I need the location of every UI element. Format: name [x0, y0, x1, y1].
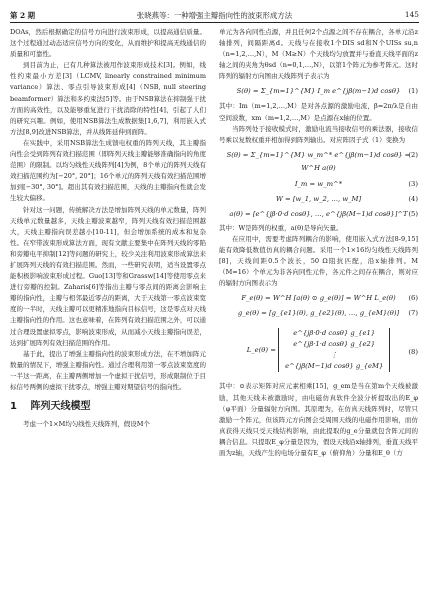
matrix-row: e^{jβ·0·d cosθ} g_{e1} — [293, 329, 376, 338]
equation-5 — [219, 208, 418, 220]
equation-number: (5) — [408, 209, 418, 218]
equation-formula: g_e(θ) = [g_{e1}(θ), g_{e2}(θ), …, g_{eM}(θ)] — [237, 309, 400, 318]
equation-formula: W = [w_1, w_2, …, w_M] — [275, 194, 362, 203]
column-matrix — [278, 328, 390, 372]
paragraph: 其中：⊙表示矩阵对应元素相乘[15]，g_em是当在第m个天线被激励，其他天线未被激励时，由电磁仿真软件全波分析提取出的E_φ（φ平面）分量辐射方向图。其原理为，在仿真天线阵列时，尽管只激励一个阵元，但该阵元方向图会受周围天线的电磁作用影响，而仿真获得天线只受天线结构影响，由此提取的g_e分量就包含阵元间的耦合信息。只提取E_φ分量是因为，假设天线沿x轴排列，垂直天线平面为z轴，天线产生的电场分量有E_φ（俯仰角）分量和E_θ（方 — [219, 382, 418, 457]
equation-number: (4) — [408, 194, 418, 203]
section-title: 阵列天线模型 — [30, 401, 91, 413]
left-column — [10, 27, 206, 613]
page-number: 145 — [404, 10, 419, 19]
equation-formula: I_m = w_m^* — [294, 179, 343, 188]
equation-formula: F_e(θ) = W^H [a(θ) ⊙ g_e(θ)] = W^H L_e(θ) — [241, 294, 396, 303]
equation-number: (6) — [408, 294, 418, 303]
equation-formula: S(θ) = Σ_{m=1}^{M} w_m^* e^{jβ(m−1)d cosθ} = W^H a(θ) — [226, 150, 411, 172]
paragraph: 针对这一问题，传统解决方法是增加阵列天线的单元数量，阵列天线单元数量越多，天线主瓣波束越窄，阵列天线有效扫描范围越大，天线主瓣指向误差越小[10-11]，但会增加系统的成本和复杂性。在窄带波束形成算法方面，现有文献主要集中在阵列天线的零陷和旁瓣电平抑制[12]等问题的研究上，较少关注利用波束形成算法来扩展阵列天线的有效扫描范围。然而，一些研究表明，适当设置零点能积极影响波束形成过程。Guo[13]等和Grassw[14]等使用零点来进行旁瓣的控制。Zaharis[6]等指出主瓣与零点间的距离会影响主瓣的指向性，主瓣与相邻最近零点的距离，大于天线第一零点波束宽度的一半时，天线主瓣可以更精准地指向目标信号，这是零点对天线主瓣指向性的作用。这也意味着，在阵列有效扫描范围之外，可以通过合理设置虚拟零点，影响波束形成，从而减小天线主瓣指向误差，达到扩展阵列有效扫描范围的作用。 — [10, 205, 206, 347]
paragraph: 在实践中，采用NSB算法生成馈电权重的阵列天线，其主瓣指向性会受到阵列有效扫描范围（即阵列天线主瓣能够准确指向的角度范围）的限制。以均匀线性天线阵列[4]为例，8个单元的阵列天线有效扫描范围约为[−20°, 20°]；16个单元的阵列天线有效扫描范围增加到[−30°, 30°]。超出其有效扫描范围，天线的主瓣指向性就会发生较大偏移。 — [10, 138, 206, 203]
running-title: 张晓燕等：一种增强主瓣指向性的波束形成方法 — [136, 11, 293, 20]
equation-1 — [219, 85, 418, 98]
equation-8 — [219, 322, 418, 378]
matrix-row: e^{jβ(M−1)d cosθ} g_{eM} — [285, 362, 384, 371]
paragraph: DOAs，然后根据确定的信号方向进行波束形成，以提高通信质量。这个过程通过动态适应信号方向的变化，从而维护和提高无线通信的质量和可靠性。 — [10, 28, 206, 59]
equation-number: (3) — [408, 179, 418, 188]
equation-number: (7) — [408, 309, 418, 318]
matrix-row: e^{jβ·1·d cosθ} g_{e2} — [293, 340, 376, 349]
equation-number: (2) — [408, 150, 418, 159]
paragraph: 考虑一个1×M均匀线性天线阵列，假设M个 — [23, 420, 150, 429]
right-column — [219, 27, 418, 613]
matrix-row: ⋮ — [330, 351, 338, 360]
equation-number: (1) — [408, 87, 418, 96]
equation-4 — [219, 193, 418, 205]
equation-formula: S(θ) = Σ_{m=1}^{M} I_m e^{jβ(m−1)d cosθ} — [236, 87, 401, 96]
equation-formula: a(θ) = [e^{jβ·0·d cosθ}, …, e^{jβ(M−1)d cosθ}]^T — [229, 209, 408, 218]
paragraph: 其中：W是阵列的权重，a(θ)是导向矢量。 — [219, 223, 343, 232]
equation-2 — [219, 149, 418, 175]
equation-3 — [219, 178, 418, 190]
paragraph: 单元为各向同性点源，并且任何2个点源之间不存在耦合，各单元沿z轴排列，间隔距离d。天线与在接收1个DIS sd和N个UISs su,n（n=1,2,…,N），M（M≥N）个天线均匀放置并与垂直天线平面的z轴之间的夹角为θsd（n=0,1,…,N），以第1个阵元为参考阵元。这时阵列的辐射方向图由天线阵列子表示为 — [219, 28, 418, 81]
section-heading — [10, 398, 206, 415]
paragraph: 在应用中，需要考虑阵列耦合的影响，使用嵌入式方法[8-9,15]能有效降低数值仿真的耦合问题。采用一个1×16均匀线性天线阵列[8]，天线间距0.5个波长，50 Ω阻抗匹配，沿x轴排列。M（M=16）个单元为非各向同性元件，各元件之间存在耦合，则对应的辐射方向图表示为 — [219, 234, 418, 288]
issue-label: 第 2 期 — [10, 11, 36, 20]
equation-number: (8) — [408, 348, 418, 357]
equation-7 — [219, 307, 418, 319]
equation-lhs: L_e(θ) = — [246, 346, 276, 355]
paragraph: 其中：Im（m=1,2,…,M）是对各点源的激励电流，β=2π/λ是自由空间波数，xm（m=1,2,…,M）是点源在x轴的位置。 — [219, 102, 418, 122]
paragraph: 基于此，提出了增强主瓣指向性的波束形成方法，在不增加阵元数量的情况下，增强主瓣指向性。通过合理利用第一零点波束宽度的一半这一距离，在主瓣两侧增加一个虚拟干扰信号，形成限制位于目标信号两侧的虚拟干扰零点，增强主瓣对期望信号的指向性。 — [10, 349, 206, 391]
paragraph: 到目前为止，已有几种算法被用作波束形成技术[3]。例如，线性约束最小方差[3]（LCMV, linearly constrained minimum variance）算法、零点引导波束形成[4]（NSB, null steering beamformer）算法和多约束法[5]等。由于NSB算法在抑制强干扰方面的高效性，以及能够重复进行干扰消除的特性[4]，引起了人们的研究兴趣。例如，使用NSB算法生成数据集[1,6,7]，利用嵌入式方法[8,9]改进NSB算法，并从线阵延伸到面阵。 — [10, 61, 206, 136]
section-number: 1 — [10, 401, 17, 413]
running-header — [10, 8, 419, 23]
equation-6 — [219, 292, 418, 304]
paragraph: 当阵列处于接收模式时，激励电流当接收信号的乘法器，接收信号乘以复数权重并相加得到阵列输出。对应阵因子式（1）变换为 — [219, 124, 418, 144]
